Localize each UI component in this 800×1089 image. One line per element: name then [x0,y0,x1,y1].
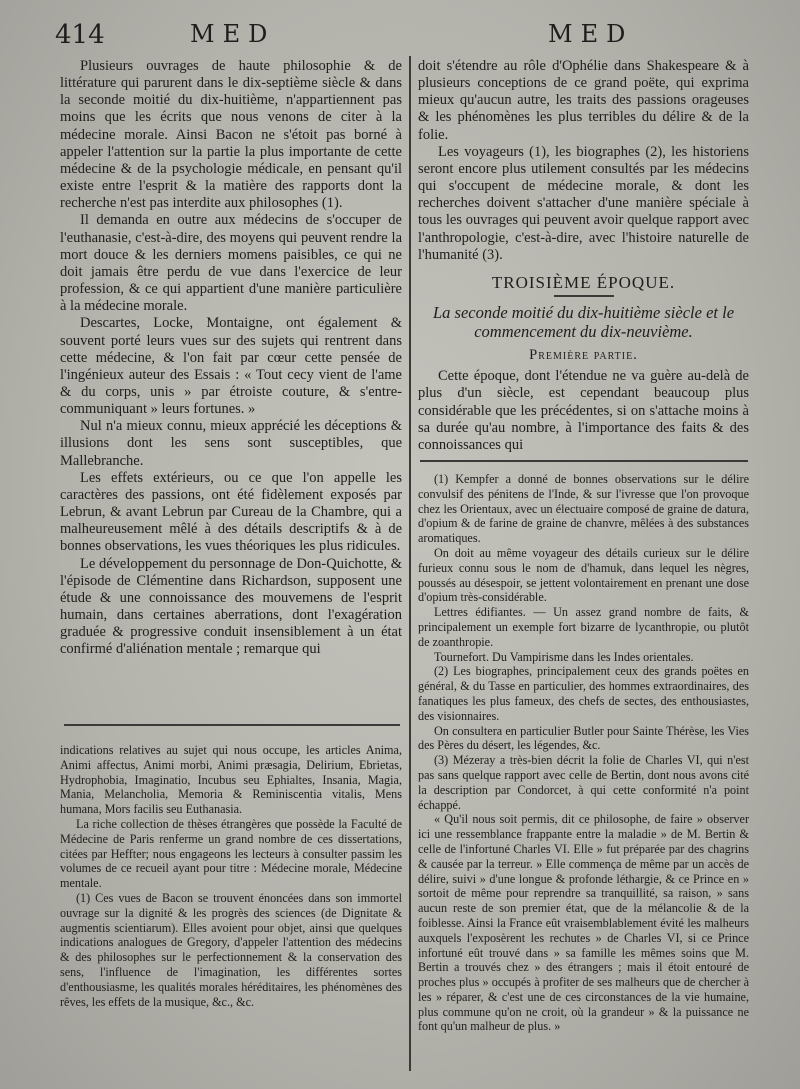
footnote-rule-right [420,460,748,462]
footnote: « Qu'il nous soit permis, dit ce philosophe, de faire » observer ici une ressemblance frappante entre la maladie » de M. Bertin & celle de l'infortuné Charles VI. Elle » fut préparée par des chagrins & causée par la terreur. » Elle commença de même par un accès de délire, suivi » d'une longue & profonde léthargie, & ce Prince en » sortoit de même pour reprendre sa tranquillité, sa raison, » sans aucun reste de son premier état, que de la mélancolie & de la foiblesse. Ainsi la France eût vraisemblablement évité les malheurs auxquels l'exposèrent les rechutes » de Charles VI, si ce Prince infortuné eût trouvé dans » sa famille les mêmes soins que M. Bertin a trouvés chez » des étrangers ; mais il étoit entouré de proches plus » occupés à profiter de ses malheurs que de chercher à les » réparer, & c'est une de ces circonstances de la vie humaine, plus commune qu'on ne croit, où la grandeur » & la puissance ne font qu'un malheur de plus. » [418,812,749,1034]
column-divider [409,56,411,1071]
paragraph: Nul n'a mieux connu, mieux apprécié les déceptions & illusions dont les sens sont susceptibles, que Mallebranche. [60,418,402,469]
footnote: (1) Ces vues de Bacon se trouvent énoncées dans son immortel ouvrage sur la dignité & les progrès des sciences (de Dignitate & augmentis scientiarum). Elles avoient pour objet, ainsi que quelques indications analogues de Gregory, d'appeler l'attention des médecins & des philosophes sur le perfectionnement & la conservation des sens, l'influence de l'imagination, les différentes sortes d'enthousiasme, les qualités morales héréditaires, les phénomènes des rêves, les effets de la musique, &c., &c. [60,890,402,1009]
footnote: indications relatives au sujet qui nous occupe, les articles Anima, Animi affectus, Animi morbi, Animi præsagia, Delirium, Ebrietas, Hydrophobia, Imaginatio, Incubus seu Ephialtes, Insania, Magia, Mania, Melancholia, Memoria & Reminiscentia vitalis, Mens humana, Mors facilis seu Euthanasia. [60,743,402,817]
running-header [0,14,800,54]
section-subtitle: La seconde moitié du dix-huitième siècle et le commencement du dix-neuvième. [432,303,735,342]
right-footnotes [418,472,749,1034]
footnote: (1) Kempfer a donné de bonnes observations sur le délire convulsif des pénitens de l'Inde, & sur l'ivresse que l'on provoque chez les Orientaux, avec un électuaire composé de graine de datura, d'opium & de farine de graine de chanvre, mêlées à des substances aromatiques. [418,472,749,546]
paragraph: Cette époque, dont l'étendue ne va guère au-delà de plus d'un siècle, est cependant beaucoup plus considérable que les précédentes, si on s'attache moins à sa durée qu'au nombre, à l'importance des faits & des connoissances qui [418,368,749,453]
footnote: (2) Les biographes, principalement ceux des grands poëtes en général, & du Tasse en particulier, des hommes extraordinaires, des fanatiques les plus fameux, des chefs de sectes, des enthousiastes, des visionnaires. [418,664,749,723]
paragraph: Plusieurs ouvrages de haute philosophie & de littérature qui parurent dans le dix-septième siècle & dans la seconde moitié du dix-huitième, n'appartiennent pas moins que les écrits que nous venons de citer à la médecine morale. Ainsi Bacon ne s'étoit pas borné à appeler l'attention sur la partie la plus importante de cette médecine & de la psychologie médicale, en pensant qu'il existe entre l'esprit & la matière des rapports dont la recherche n'est pas interdite aux philosophes (1). [60,58,402,212]
left-running-head: MED [190,20,276,48]
section-title-rule [554,295,614,297]
paragraph: Les effets extérieurs, ou ce que l'on appelle les caractères des passions, ont été fidèlement exposés par Lebrun, & avant Lebrun par Cureau de la Chambre, qui a malheureusement mêlé à des détails descriptifs & à de bonnes observations, les vues théoriques les plus ridicules. [60,469,402,555]
footnote: On consultera en particulier Butler pour Sainte Thérèse, les Vies des Pères du désert, les légendes, &c. [418,723,749,753]
paragraph: Il demanda en outre aux médecins de s'occuper de l'euthanasie, c'est-à-dire, des moyens qui peuvent rendre la mort douce & les derniers momens paisibles, ce qui ne doit jamais être perdu de vue dans l'exercice de leur profession, & ce qui appartient d'une manière particulière à la médecine morale. [60,212,402,315]
paragraph: Le développement du personnage de Don-Quichotte, & l'épisode de Clémentine dans Richardson, supposent une étude & une connoissance des mouvemens de l'esprit humain, dans certaines aberrations, dont l'exagération graduée & progressive conduit insensiblement à un état confirmé d'aliénation mentale ; remarque qui [60,555,402,658]
page-number: 414 [55,20,105,50]
footnote: La riche collection de thèses étrangères que possède la Faculté de Médecine de Paris renferme un grand nombre de ces dissertations, citées par Heffter; nous engageons les lecteurs à consulter passim les volumes de ce recueil ayant pour titre : Médecine morale, Médecine mentale. [60,816,402,891]
footnote: Lettres édifiantes. — Un assez grand nombre de faits, & principalement un exemple fort bizarre de lycanthropie, ou plutôt de zoanthropie. [418,605,749,649]
right-column [418,58,749,454]
footnote-rule-left [64,724,400,726]
left-column [60,58,402,658]
paragraph: Descartes, Locke, Montaigne, ont également & souvent porté leurs vues sur des sujets qui rentrent dans cette médecine, & l'on fait par cœur cette pensée de l'ingénieux auteur des Essais : « Tout cecy vient de l'ame & du corps, unis » par étroiste couture, & s'entre-communiquant » leurs fortunes. » [60,315,402,418]
right-running-head: MED [548,20,634,48]
section-title: TROISIÈME ÉPOQUE. [491,272,676,292]
left-footnotes [60,743,402,1009]
footnote: Tournefort. Du Vampirisme dans les Indes orientales. [434,649,694,664]
paragraph: doit s'étendre au rôle d'Ophélie dans Shakespeare & à plusieurs conceptions de ce grand poëte, qui exprima mieux qu'aucun autre, les traits des passions orageuses & les phénomènes les plus terribles du délire & de la folie. [418,58,749,143]
footnote: (3) Mézeray a très-bien décrit la folie de Charles VI, qui n'est pas sans quelque rapport avec celle de Bertin, dont nous avons cité la description par Condorcet, à qui cette conformité n'a point échappé. [418,753,749,812]
section-part: Première partie. [529,347,638,364]
paragraph: Les voyageurs (1), les biographes (2), les historiens seront encore plus utilement consultés par les médecins qui s'occupent de médecine morale, & dont les recherches doivent s'attacher d'une manière spéciale à tous les ouvrages qui peuvent avoir quelque rapport avec l'anthropologie, c'est-à-dire, avec l'histoire naturelle de l'humanité (3). [418,143,749,263]
footnote: On doit au même voyageur des détails curieux sur le délire furieux connu sous le nom de d'hamuk, dans lequel les nègres, poussés au désespoir, se jettent volontairement en prenant une dose d'opium très-considérable. [418,545,749,605]
